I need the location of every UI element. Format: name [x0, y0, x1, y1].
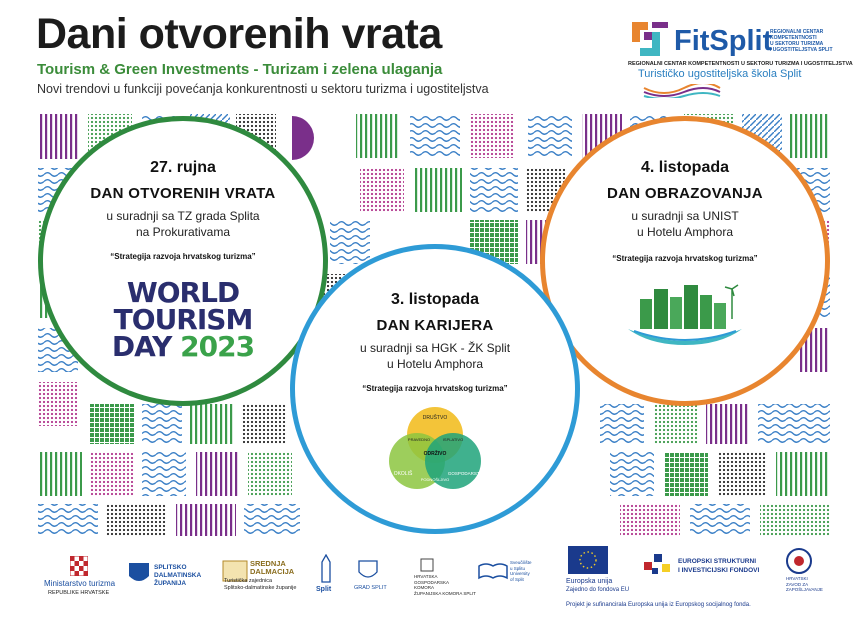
page-tagline: Novi trendovi u funkciji povećanja konkurentnosti u sektoru turizma i ugostiteljstva [37, 82, 489, 96]
venn-podnosljivo: PODNOŠLJIVO [420, 477, 450, 482]
event-quote: “Strategija razvoja hrvatskog turizma” [110, 252, 256, 261]
event-quote: “Strategija razvoja hrvatskog turizma” [362, 384, 508, 393]
wtd-line3: DAY [111, 330, 172, 363]
esif-icon [644, 554, 672, 578]
fitsplit-banner: REGIONALNI CENTAR KOMPETENTNOSTI U SEKTORU TURIZMA I UGOSTITELJSTVA [628, 61, 853, 67]
fitsplit-logo [630, 20, 670, 60]
event-coop-line1: u suradnji sa TZ grada Splita [106, 209, 260, 223]
eu-disclaimer: Projekt je sufinancirala Europska unija iz Europskog socijalnog fonda. [566, 602, 751, 608]
event-coop-line2: na Prokurativama [135, 225, 231, 239]
wtd-line1: WORLD [126, 276, 240, 309]
wtd-year: 2023 [180, 330, 255, 363]
ministry-name: Ministarstvo turizma [44, 579, 116, 588]
eu-flag-icon [568, 546, 608, 574]
county-name: SPLITSKO DALMATINSKA ŽUPANIJA [154, 564, 202, 587]
venn-odrzivo: ODRŽIVO [423, 451, 447, 457]
dalmacija-sub: Turistička zajednica Splitsko-dalmatinske županije [224, 578, 297, 591]
esif-line2: I INVESTICIJSKI FONDOVI [678, 567, 760, 574]
split-name: Split [316, 586, 332, 593]
event-circle-education-day [540, 116, 830, 406]
hgk-icon [420, 558, 434, 572]
esif-line1: EUROPSKI STRUKTURNI [678, 558, 757, 565]
event-coop-line1: u suradnji sa HGK - ŽK Split [359, 341, 511, 355]
fitsplit-name: FitSplit [674, 25, 773, 57]
event-name: DAN OTVORENIH VRATA [90, 185, 276, 202]
event-name: DAN KARIJERA [376, 317, 494, 334]
venn-gospodarstvo: GOSPODARSTVO [447, 471, 487, 476]
event-name: DAN OBRAZOVANJA [607, 185, 763, 202]
fitsplit-emblem-icon [630, 20, 670, 60]
venn-okolis: OKOLIŠ [393, 471, 413, 477]
hgk-name: HRVATSKA GOSPODARSKA KOMORA ŽUPANIJSKA KOMORA SPLIT [414, 574, 476, 596]
world-tourism-day-logo [43, 276, 323, 363]
event-coop-line2: u Hotelu Amphora [386, 357, 484, 371]
footer-logos [0, 540, 866, 619]
ministry-sub: REPUBLIKE HRVATSKE [48, 590, 110, 596]
grad-split-crest-icon [358, 560, 378, 582]
wtd-line2: TOURISM [113, 303, 253, 336]
waves-icon [642, 84, 722, 98]
grad-split-name: GRAD SPLIT [354, 585, 387, 591]
school-name: Turističko ugostiteljska škola Split [638, 68, 802, 80]
event-date: 3. listopada [390, 291, 480, 308]
venn-isplativo: ISPLATIVO [442, 437, 464, 442]
croatia-coat-of-arms-icon [70, 556, 88, 576]
event-quote: “Strategija razvoja hrvatskog turizma” [612, 254, 758, 263]
venn-pravedno: PRAVEDNO [407, 437, 431, 442]
page-title: Dani otvorenih vrata [36, 10, 442, 58]
fitsplit-small-text: REGIONALNI CENTAR KOMPETENTNOSTI U SEKTORU TURIZMA I UGOSTITELJSTVA SPLIT [770, 29, 833, 53]
event-date: 4. listopada [640, 159, 730, 176]
page-subtitle: Tourism & Green Investments - Turizam i zelena ulaganja [37, 61, 443, 78]
event-circle-career-day [290, 244, 580, 534]
county-shield-icon [128, 562, 150, 586]
unist-book-icon [478, 562, 508, 580]
green-city-icon [620, 279, 750, 349]
venn-drustvo: DRUŠTVO [422, 415, 448, 421]
event-circle-open-day [38, 116, 328, 406]
hzz-icon [782, 546, 816, 576]
event-date: 27. rujna [150, 159, 216, 176]
event-coop-line1: u suradnji sa UNIST [631, 209, 739, 223]
eu-name: Europska unija [566, 578, 613, 585]
sustainability-venn-diagram [375, 403, 495, 495]
split-bell-tower-icon [316, 554, 336, 584]
dalmacija-name: SREDNJA DALMACIJA [250, 559, 295, 576]
eu-sub: Zajedno do fondova EU [566, 587, 630, 593]
hzz-name: HRVATSKI ZAVOD ZA ZAPOŠLJAVANJE [786, 576, 823, 592]
unist-name: Sveučilište u Splitu University of Split [510, 560, 532, 582]
event-coop-line2: u Hotelu Amphora [636, 225, 734, 239]
